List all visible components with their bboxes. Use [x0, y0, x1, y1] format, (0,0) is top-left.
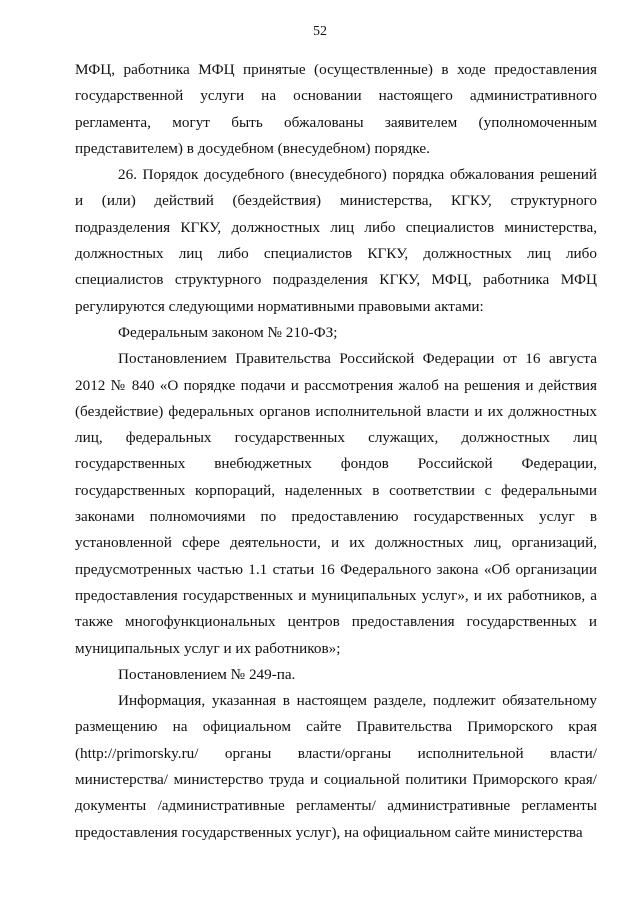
paragraph-publication-info: Информация, указанная в настоящем разделе, подлежит обязательному размещению на официальном сайте Правительства Приморского края (http://primorsky.ru/ органы власти/органы исполнительной власти/ министерства/ министерство труда и социальной политики Приморского края/ документы /административные регламенты/ административные регламенты предоставления государственных услуг), на официальном сайте министерства	[75, 692, 597, 841]
paragraph-government-decree-840: Постановлением Правительства Российской Федерации от 16 августа 2012 № 840 «О порядке подачи и рассмотрения жалоб на решения и действия (бездействие) федеральных органов исполнительной власти и их должностных лиц, федеральных государственных служащих, должностных лиц государственных внебюджетных фондов Российской Федерации, государственных корпораций, наделенных в соответствии с федеральными законами полномочиями по предоставлению государственных услуг в установленной сфере деятельности, и их должностных лиц, организаций, предусмотренных частью 1.1 статьи 16 Федерального закона «Об организации предоставления государственных и муниципальных услуг», и их работников, а также многофункциональных центров предоставления государственных и муниципальных услуг и их работников»;	[75, 350, 597, 657]
paragraph-appeal-continuation: МФЦ, работника МФЦ принятые (осуществленные) в ходе предоставления государственной услуги на основании настоящего административного регламента, могут быть обжалованы заявителем (уполномоченным представителем) в досудебном (внесудебном) порядке.	[75, 61, 597, 157]
page-number: 52	[313, 24, 327, 39]
paragraph-federal-law-210: Федеральным законом № 210-ФЗ;	[118, 323, 338, 341]
paragraph-decree-249: Постановлением № 249-па.	[118, 665, 296, 683]
document-body	[75, 57, 597, 846]
paragraph-section-26: 26. Порядок досудебного (внесудебного) порядка обжалования решений и (или) действий (бездействия) министерства, КГКУ, структурного подразделения КГКУ, должностных лиц либо специалистов министерства, должностных лиц либо специалистов КГКУ, должностных лиц либо специалистов структурного подразделения КГКУ, МФЦ, работника МФЦ регулируются следующими нормативными правовыми актами:	[75, 166, 597, 315]
